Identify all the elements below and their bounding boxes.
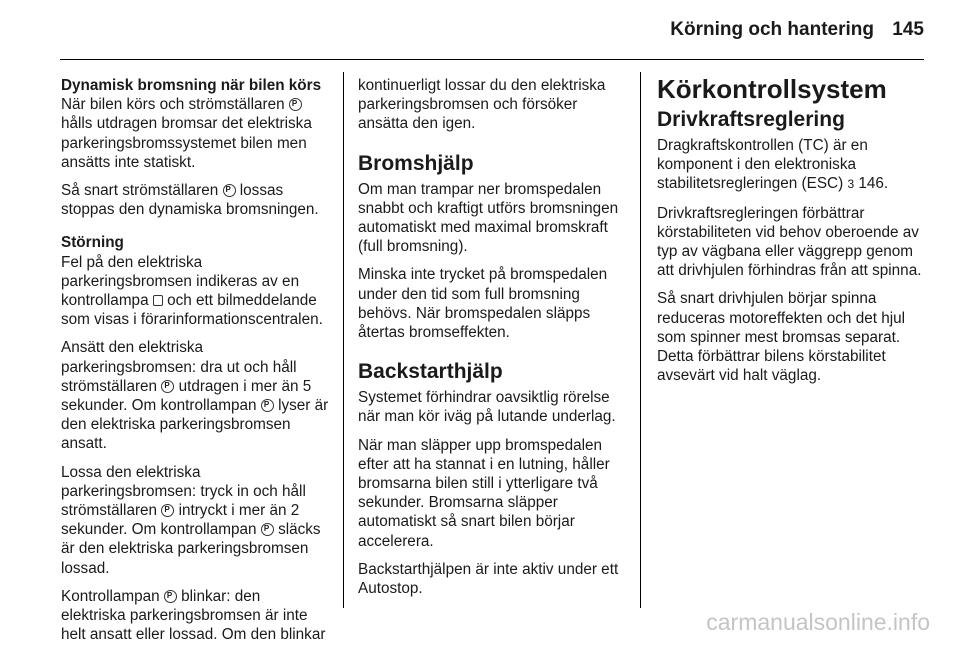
subheading-fault: Störning <box>61 234 124 252</box>
text: 146. <box>858 175 889 193</box>
paragraph: Systemet förhindrar oavsiktlig rörelse när man kör iväg på lutande underlag. <box>358 389 616 426</box>
text: Kontrollampan <box>61 587 160 605</box>
paragraph: När man släpper upp bromspedalen efter att ha stannat i en lutning, håller bromsarna bilen still i ytterligare två sekunder. Bromsarna släpper automatiskt så snart bilen börjar accelerera. <box>358 436 610 550</box>
text: och ett bilmeddelande som visas i förarinformationscentralen. <box>61 292 323 329</box>
parking-brake-icon <box>261 523 274 536</box>
paragraph <box>61 181 329 219</box>
text: utdragen i mer än 5 sekunder. Om kontrollampan <box>61 377 312 415</box>
text: lyser är den elektriska parkeringsbromsen ansatt. <box>61 397 329 453</box>
column-1 <box>61 76 329 653</box>
paragraph <box>61 587 329 645</box>
heading-korkontrollsystem: Körkontrollsystem <box>657 74 887 104</box>
parking-brake-icon <box>164 590 177 603</box>
text: intryckt i mer än 2 sekunder. Om kontrollampan <box>61 502 300 539</box>
text: Fel på den elektriska parkeringsbromsen indikeras av en kontrollampa <box>61 253 300 310</box>
parking-brake-icon <box>161 380 174 393</box>
parking-brake-icon <box>261 399 274 412</box>
warning-lamp-icon <box>153 295 163 306</box>
paragraph: kontinuerligt lossar du den elektriska parkeringsbromsen och försöker ansätta den igen. <box>358 77 606 133</box>
column-2 <box>358 76 623 607</box>
page-reference-arrow: 3 <box>847 177 855 192</box>
parking-brake-icon <box>289 98 302 111</box>
parking-brake-icon <box>223 184 236 197</box>
column-divider <box>343 72 344 608</box>
paragraph <box>61 338 329 453</box>
header-rule <box>60 59 924 60</box>
page-number: 145 <box>892 19 924 40</box>
text: Lossa den elektriska parkeringsbromsen: tryck in och håll strömställaren <box>61 463 306 520</box>
page-header <box>0 0 960 60</box>
paragraph: Drivkraftsregleringen förbättrar körstabiliteten vid behov oberoende av typ av vägbana eller väggrepp genom att drivhjulen förhindras från att spinna. <box>657 204 922 280</box>
paragraph <box>61 253 329 330</box>
column-divider <box>640 72 641 608</box>
heading-backstarthjalp: Backstarthjälp <box>358 360 503 384</box>
section-title: Körning och hantering <box>670 19 874 40</box>
paragraph <box>61 463 329 578</box>
watermark: carmanualsonline.info <box>706 609 930 635</box>
heading-bromshjalp: Bromshjälp <box>358 151 474 175</box>
paragraph <box>657 136 925 195</box>
text: blinkar: den elektriska parkeringsbromsen är inte helt ansatt eller lossad. Om den blinkar <box>61 587 326 644</box>
paragraph: Om man trampar ner bromspedalen snabbt och kraftigt utförs bromsningen automatiskt med maximal bromskraft (full bromsning). <box>358 180 619 256</box>
paragraph: Minska inte trycket på bromspedalen under den tid som full bromsning behövs. När bromspedalen släpps återtas bromseffekten. <box>358 266 608 342</box>
paragraph <box>61 95 329 172</box>
subheading-dynamic-braking: Dynamisk bromsning när bilen körs <box>61 77 322 94</box>
text: Ansätt den elektriska parkeringsbromsen: dra ut och håll strömställaren <box>61 339 297 395</box>
text: lossas stoppas den dynamiska bromsningen. <box>61 182 319 219</box>
column-3 <box>657 74 925 394</box>
text: När bilen körs och strömställaren <box>61 96 285 114</box>
text: Så snart strömställaren <box>61 182 219 200</box>
parking-brake-icon <box>161 504 174 517</box>
text: Dragkraftskontrollen (TC) är en komponent i den elektroniska stabilitetsregleringen (ESC) <box>657 137 868 193</box>
paragraph: Så snart drivhjulen börjar spinna reduceras motoreffekten och det hjul som spinner mest bromsas separat. Detta förbättrar bilens körstabilitet avsevärt vid halt väglag. <box>657 290 906 385</box>
heading-drivkraftsreglering: Drivkraftsreglering <box>657 108 845 131</box>
text: hålls utdragen bromsar det elektriska parkeringsbromssystemet bilen men ansätts inte statiskt. <box>61 115 312 171</box>
text: släcks är den elektriska parkeringsbromsen lossad. <box>61 521 321 577</box>
paragraph: Backstarthjälpen är inte aktiv under ett Autostop. <box>358 560 619 598</box>
